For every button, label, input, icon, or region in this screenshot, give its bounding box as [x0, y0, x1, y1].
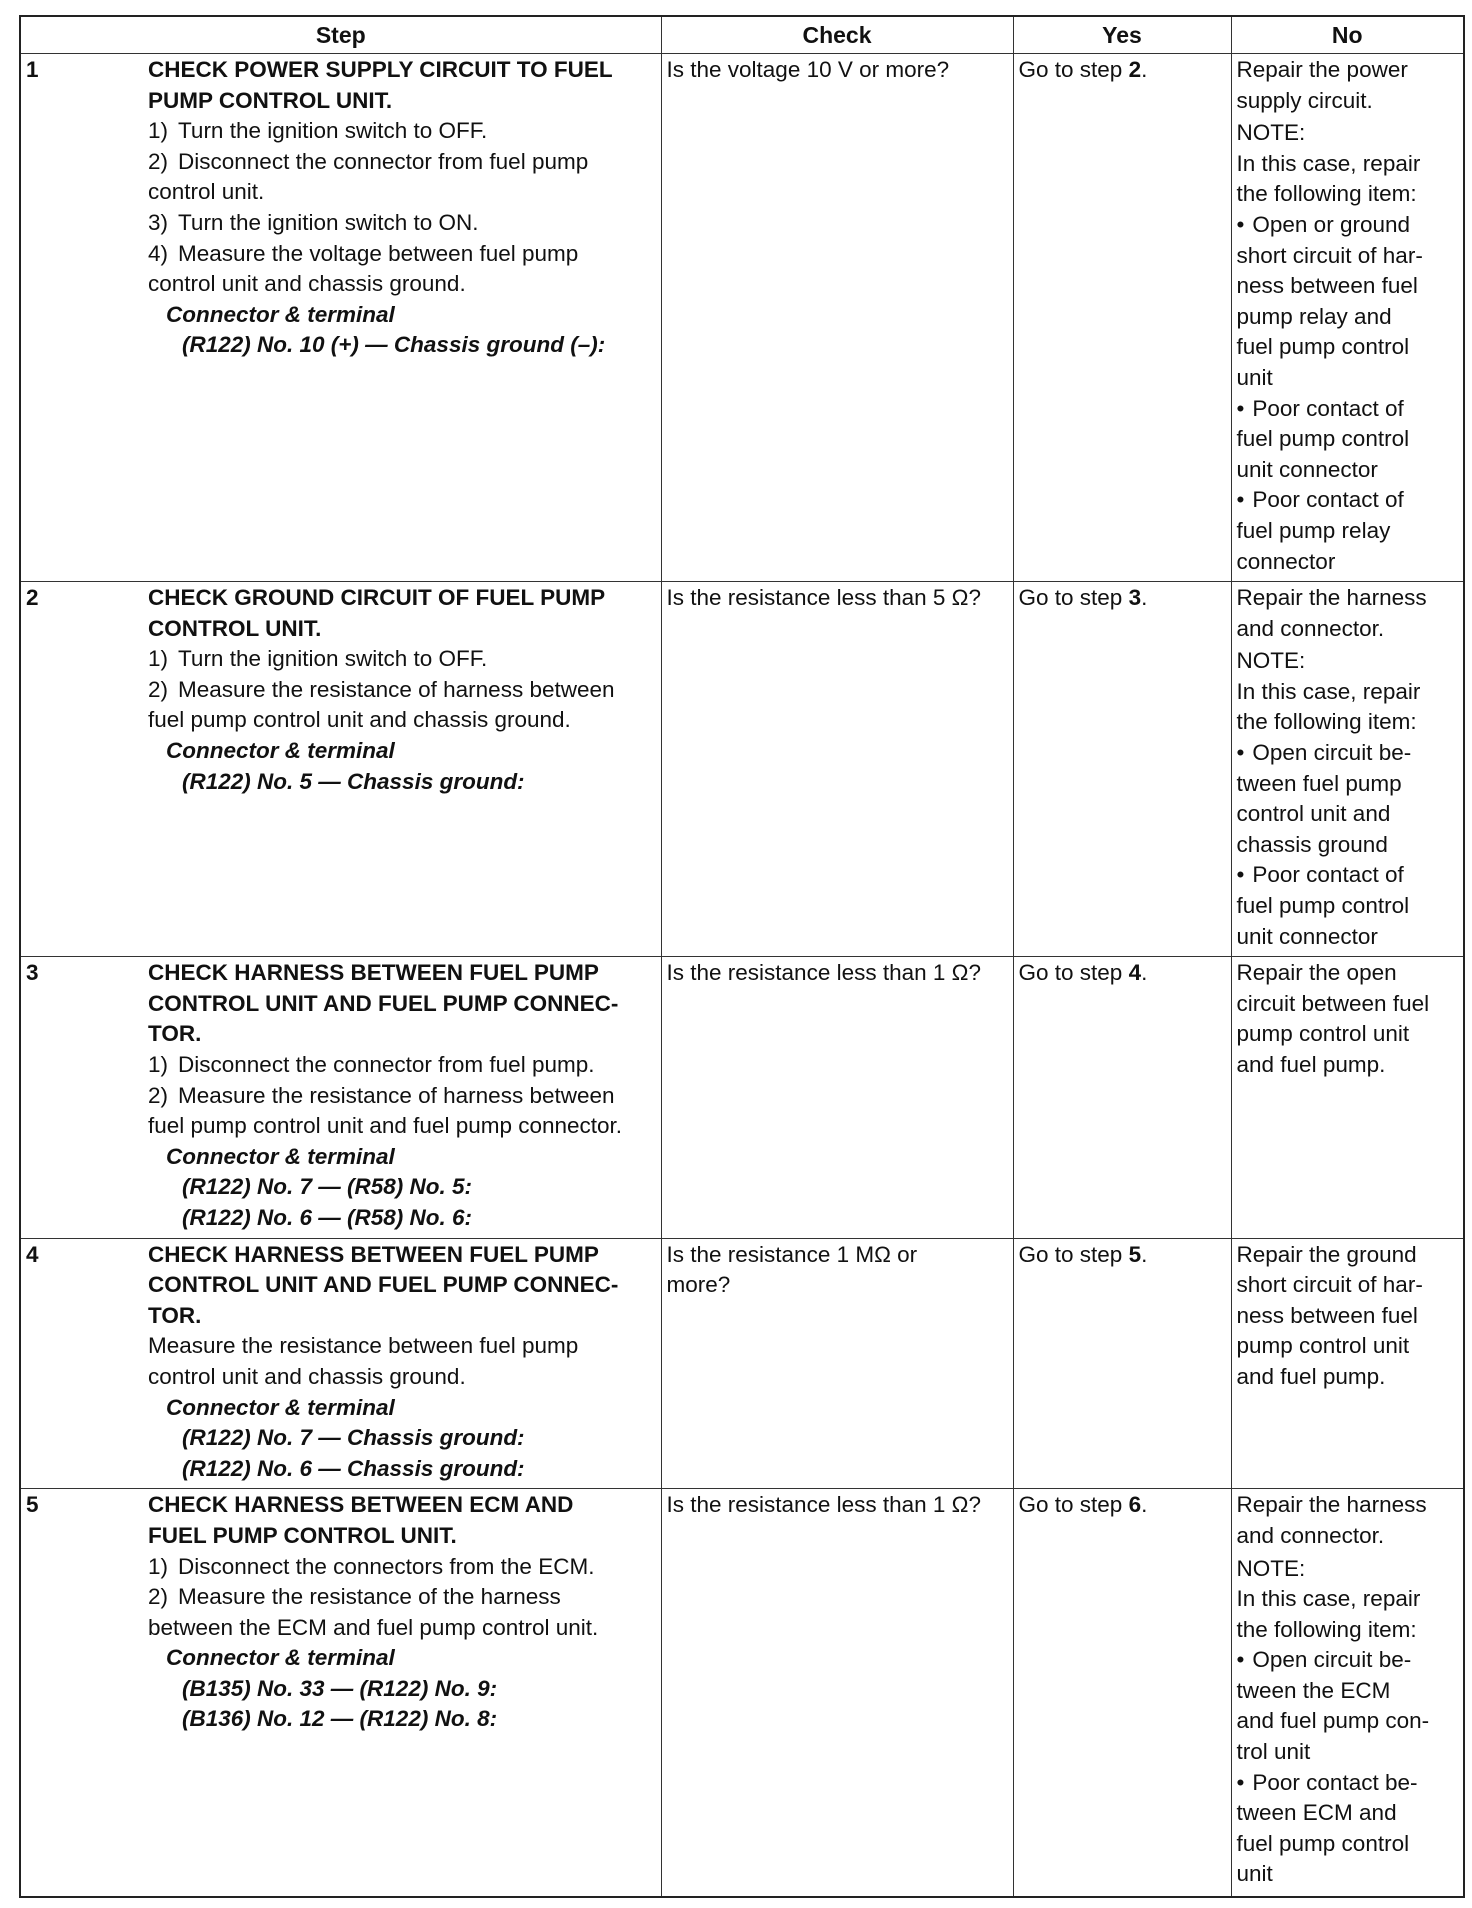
procedure-item: 2) Measure the resistance of harness between [148, 1082, 615, 1108]
yes-cell: Go to step 4. [1013, 957, 1231, 1238]
step-title: PUMP CONTROL UNIT. [148, 87, 393, 113]
check-cell: Is the resistance less than 1 Ω? [661, 957, 1013, 1238]
header-no: No [1231, 16, 1464, 54]
step-number: 2 [26, 585, 39, 611]
no-cell: Repair the harness and connector. NOTE: In this case, repair the following item: • Open circuit be- tween fuel pump control unit and chassis ground • Poor contact of fuel pump control unit connector [1231, 582, 1464, 957]
no-cell: Repair the open circuit between fuel pump control unit and fuel pump. [1231, 957, 1464, 1238]
next-step-number: 5 [1128, 1241, 1142, 1267]
connector-label: Connector & terminal [166, 738, 395, 764]
yes-cell: Go to step 3. [1013, 582, 1231, 957]
procedure-item: 3) Turn the ignition switch to ON. [148, 209, 479, 235]
procedure-item: 1) Disconnect the connectors from the ECM. [148, 1553, 595, 1579]
connector-line: (R122) No. 10 (+) — Chassis ground (–): [182, 332, 606, 358]
bullet-item: • Open or ground [1236, 211, 1411, 237]
next-step-number: 2 [1128, 57, 1142, 82]
step-number: 1 [26, 57, 39, 82]
no-cell: Repair the harness and connector. NOTE: In this case, repair the following item: • Open circuit be- tween the ECM and fuel pump con- trol unit • Poor contact be- tween ECM and fuel pump control unit [1231, 1489, 1464, 1898]
next-step-number: 6 [1128, 1492, 1142, 1518]
check-cell: Is the resistance less than 1 Ω? [661, 1489, 1013, 1898]
connector-line: (R122) No. 7 — (R58) No. 5: [182, 1174, 473, 1200]
step-number: 3 [26, 960, 39, 986]
procedure-item-cont: control unit and chassis ground. [148, 271, 466, 297]
connector-label: Connector & terminal [166, 1394, 395, 1420]
note-label: NOTE: [1236, 1555, 1306, 1581]
connector-line: (R122) No. 6 — Chassis ground: [182, 1455, 525, 1481]
header-step: Step [20, 16, 661, 54]
step-cell [20, 957, 661, 1238]
table-row [20, 54, 1464, 582]
check-cell: Is the voltage 10 V or more? [661, 54, 1013, 582]
header-yes: Yes [1013, 16, 1231, 54]
procedure-item: 2) Measure the resistance of the harness [148, 1584, 561, 1610]
procedure-item-cont: control unit. [148, 179, 265, 205]
step-title: CHECK HARNESS BETWEEN ECM AND [148, 1492, 574, 1518]
header-row [20, 16, 1464, 54]
bullet-item: • Poor contact be- [1236, 1769, 1418, 1795]
yes-cell: Go to step 2. [1013, 54, 1231, 582]
step-title: CHECK POWER SUPPLY CIRCUIT TO FUEL [148, 57, 613, 82]
step-title: FUEL PUMP CONTROL UNIT. [148, 1522, 457, 1548]
connector-label: Connector & terminal [166, 1645, 395, 1671]
bullet-item: • Poor contact of [1236, 862, 1404, 888]
table-row [20, 1238, 1464, 1489]
step-title: CONTROL UNIT AND FUEL PUMP CONNEC- [148, 990, 619, 1016]
connector-line: (R122) No. 7 — Chassis ground: [182, 1425, 525, 1451]
no-cell: Repair the power supply circuit. NOTE: In this case, repair the following item: • Open or ground short circuit of har- ness between fuel pump relay and fuel pump control unit • Poor contact of fuel pump control unit connector • Poor contact of fuel pump relay connector [1231, 54, 1464, 582]
connector-line: (R122) No. 5 — Chassis ground: [182, 768, 525, 794]
diagnostic-page [19, 15, 1463, 1898]
header-check: Check [661, 16, 1013, 54]
connector-line: (B136) No. 12 — (R122) No. 8: [182, 1706, 498, 1732]
step-title: CHECK GROUND CIRCUIT OF FUEL PUMP [148, 585, 606, 611]
check-cell: Is the resistance 1 MΩ or more? [661, 1238, 1013, 1489]
procedure-item: 1) Turn the ignition switch to OFF. [148, 118, 488, 144]
step-cell [20, 1238, 661, 1489]
bullet-item: • Poor contact of [1236, 395, 1404, 421]
procedure-text: control unit and chassis ground. [148, 1363, 466, 1389]
procedure-item-cont: fuel pump control unit and chassis ground. [148, 707, 571, 733]
procedure-item-cont: fuel pump control unit and fuel pump connector. [148, 1113, 623, 1139]
step-title: CONTROL UNIT. [148, 615, 322, 641]
procedure-item: 1) Disconnect the connector from fuel pump. [148, 1052, 595, 1077]
connector-line: (R122) No. 6 — (R58) No. 6: [182, 1204, 473, 1230]
bullet-item: • Poor contact of [1236, 487, 1404, 513]
step-number: 5 [26, 1492, 39, 1518]
note-label: NOTE: [1236, 120, 1306, 146]
check-cell: Is the resistance less than 5 Ω? [661, 582, 1013, 957]
bullet-item: • Open circuit be- [1236, 1647, 1412, 1673]
table-row [20, 1489, 1464, 1898]
yes-cell: Go to step 5. [1013, 1238, 1231, 1489]
step-number: 4 [26, 1241, 39, 1267]
step-title: CHECK HARNESS BETWEEN FUEL PUMP [148, 1241, 599, 1267]
diagnostic-table [19, 15, 1465, 1898]
procedure-item: 2) Measure the resistance of harness between [148, 676, 615, 702]
note-label: NOTE: [1236, 648, 1306, 674]
procedure-item: 2) Disconnect the connector from fuel pump [148, 148, 589, 174]
procedure-item-cont: between the ECM and fuel pump control unit. [148, 1614, 599, 1640]
procedure-item: 1) Turn the ignition switch to OFF. [148, 646, 488, 672]
table-row [20, 957, 1464, 1238]
no-cell: Repair the ground short circuit of har- ness between fuel pump control unit and fuel pump. [1231, 1238, 1464, 1489]
step-cell [20, 1489, 661, 1898]
procedure-text: Measure the resistance between fuel pump [148, 1333, 579, 1359]
procedure-item: 4) Measure the voltage between fuel pump [148, 240, 579, 266]
step-cell [20, 54, 661, 582]
step-title: CHECK HARNESS BETWEEN FUEL PUMP [148, 960, 599, 986]
connector-label: Connector & terminal [166, 1143, 395, 1169]
connector-label: Connector & terminal [166, 301, 395, 327]
step-title: TOR. [148, 1302, 202, 1328]
bullet-item: • Open circuit be- [1236, 740, 1412, 766]
step-title: TOR. [148, 1021, 202, 1047]
next-step-number: 4 [1128, 960, 1142, 986]
step-title: CONTROL UNIT AND FUEL PUMP CONNEC- [148, 1272, 619, 1298]
step-cell [20, 582, 661, 957]
yes-cell: Go to step 6. [1013, 1489, 1231, 1898]
connector-line: (B135) No. 33 — (R122) No. 9: [182, 1675, 498, 1701]
table-row [20, 582, 1464, 957]
next-step-number: 3 [1128, 585, 1142, 611]
